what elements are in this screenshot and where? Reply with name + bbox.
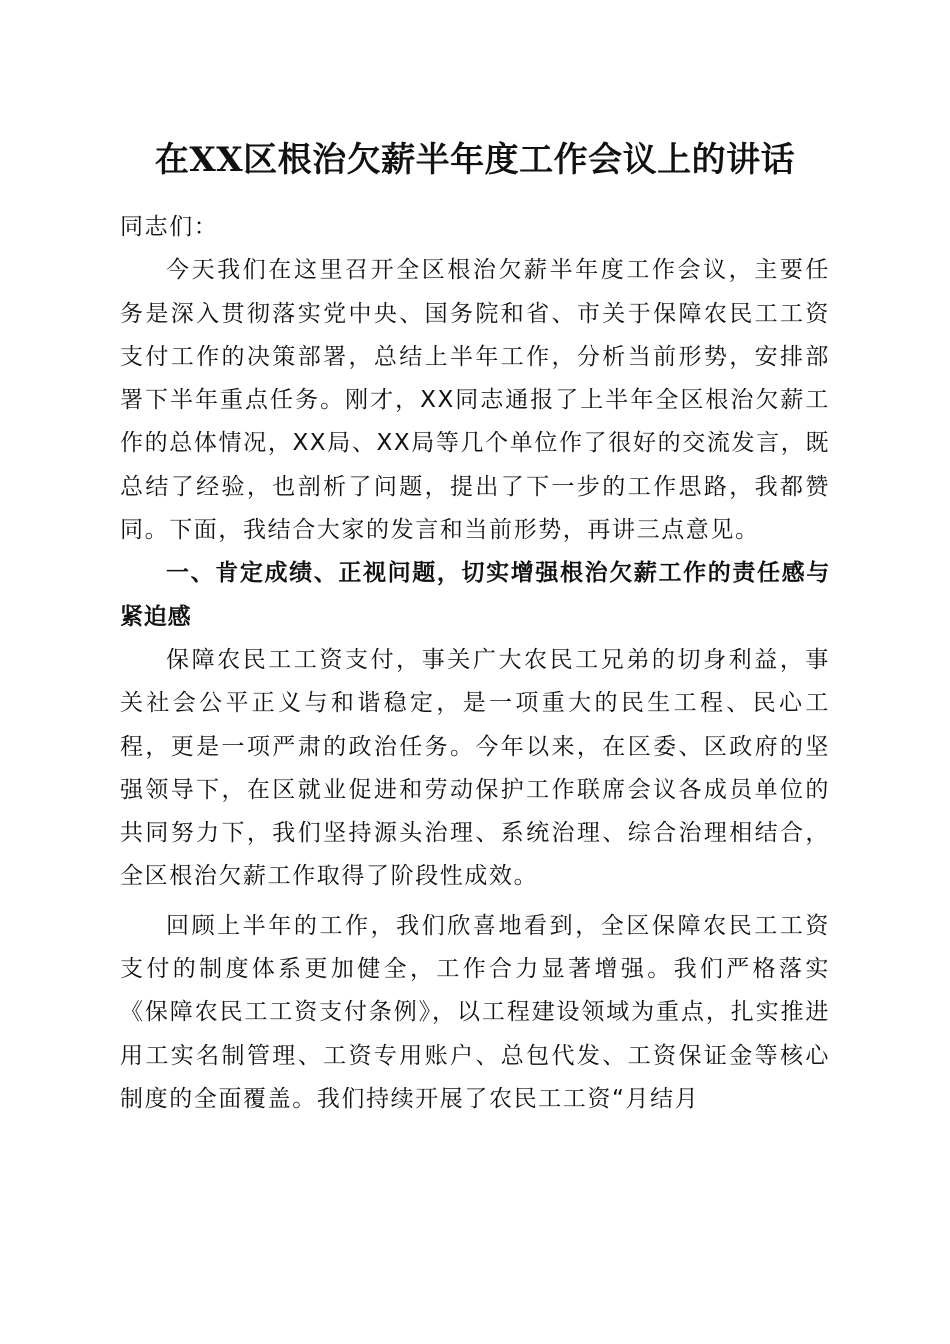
section-paragraph: 回顾上半年的工作，我们欣喜地看到，全区保障农民工工资支付的制度体系更加健全，工作合力显著增强。我们严格落实《保障农民工工资支付条例》，以工程建设领域为重点，扎实推进用工实名制管理、工资专用账户、总包代发、工资保证金等核心制度的全面覆盖。我们持续开展了农民工工资“月结月	[120, 912, 830, 1112]
section-heading: 一、肯定成绩、正视问题，切实增强根治欠薪工作的责任感与紧迫感	[120, 560, 830, 630]
salutation: 同志们：	[120, 214, 219, 240]
document-title: 在XX区根治欠薪半年度工作会议上的讲话	[154, 140, 796, 180]
document-body	[120, 206, 830, 1121]
section-paragraph: 保障农民工工资支付，事关广大农民工兄弟的切身利益，事关社会公平正义与和谐稳定，是一项重大的民生工程、民心工程，更是一项严肃的政治任务。今年以来，在区委、区政府的坚强领导下，在区就业促进和劳动保护工作联席会议各成员单位的共同努力下，我们坚持源头治理、系统治理、综合治理相结合，全区根治欠薪工作取得了阶段性成效。	[120, 646, 830, 890]
intro-paragraph: 今天我们在这里召开全区根治欠薪半年度工作会议，主要任务是深入贯彻落实党中央、国务院和省、市关于保障农民工工资支付工作的决策部署，总结上半年工作，分析当前形势，安排部署下半年重点任务。刚才，XX同志通报了上半年全区根治欠薪工作的总体情况，XX局、XX局等几个单位作了很好的交流发言，既总结了经验，也剖析了问题，提出了下一步的工作思路，我都赞同。下面，我结合大家的发言和当前形势，再讲三点意见。	[120, 257, 830, 544]
